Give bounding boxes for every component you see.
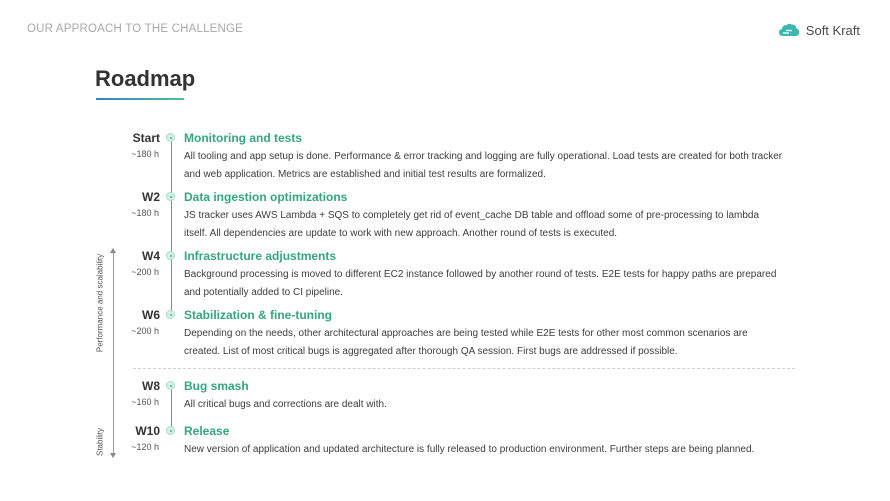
item-description: JS tracker uses AWS Lambda + SQS to completely get rid of event_cache DB table and offload some of pre-processing to lambda itself. All dependencies are update to work with new approach. Another round of tests is executed.: [184, 210, 760, 239]
item-description: New version of application and updated architecture is fully released to production environment. Further steps are being planned.: [184, 444, 755, 455]
page-title: Roadmap: [95, 66, 196, 91]
timeline-line-lower: [171, 390, 172, 431]
item-title: Release: [184, 424, 230, 438]
timeline-dot-icon: [166, 310, 175, 319]
item-description: Depending on the needs, other architectural approaches are being tested while E2E tests for other most common scenarios are created. List of most critical bugs is aggregated after thorough QA session. First bugs are addressed if possible.: [184, 328, 748, 357]
item-title: Monitoring and tests: [184, 131, 302, 145]
axis-label-performance: Performance and scalability: [95, 253, 105, 353]
week-label: W6: [142, 308, 160, 322]
timeline-dot-icon: [166, 192, 175, 201]
title-underline: [96, 98, 184, 100]
brand-logo: [778, 22, 860, 38]
item-title: Infrastructure adjustments: [184, 249, 337, 263]
timeline-dot-icon: [166, 251, 175, 260]
arrow-down-icon: [110, 453, 116, 458]
hours-estimate: ~200 h: [131, 326, 159, 336]
timeline-dot-icon: [166, 381, 175, 390]
hours-estimate: ~180 h: [131, 149, 159, 159]
axis-label-stability: Stability: [95, 427, 105, 457]
section-label: OUR APPROACH TO THE CHALLENGE: [27, 23, 244, 35]
hours-estimate: ~160 h: [131, 397, 159, 407]
section-separator: [133, 368, 795, 369]
week-label: W2: [142, 190, 160, 204]
timeline-dot-icon: [166, 133, 175, 142]
week-label: Start: [132, 131, 160, 145]
item-description: Background processing is moved to different EC2 instance followed by another round of tests. E2E tests for happy paths are prepared and potentially added to CI pipeline.: [184, 269, 777, 298]
hours-estimate: ~120 h: [131, 442, 159, 452]
hours-estimate: ~180 h: [131, 208, 159, 218]
cloud-logo-icon: [778, 22, 800, 38]
week-label: W10: [135, 424, 160, 438]
brand-name: Soft Kraft: [805, 22, 860, 38]
item-title: Bug smash: [184, 379, 249, 393]
hours-estimate: ~200 h: [131, 267, 159, 277]
item-title: Stabilization & fine-tuning: [184, 308, 332, 322]
item-description: All tooling and app setup is done. Performance & error tracking and logging are fully operational. Load tests are created for both tracker and web application. Metrics are established and initial test results are formalized.: [184, 151, 783, 180]
timeline-line-upper: [171, 142, 172, 316]
item-description: All critical bugs and corrections are dealt with.: [184, 399, 387, 410]
item-title: Data ingestion optimizations: [184, 190, 348, 204]
week-label: W4: [142, 249, 160, 263]
week-label: W8: [142, 379, 160, 393]
arrow-up-icon: [110, 248, 116, 253]
axis-line: [113, 251, 114, 454]
timeline-dot-icon: [166, 426, 175, 435]
